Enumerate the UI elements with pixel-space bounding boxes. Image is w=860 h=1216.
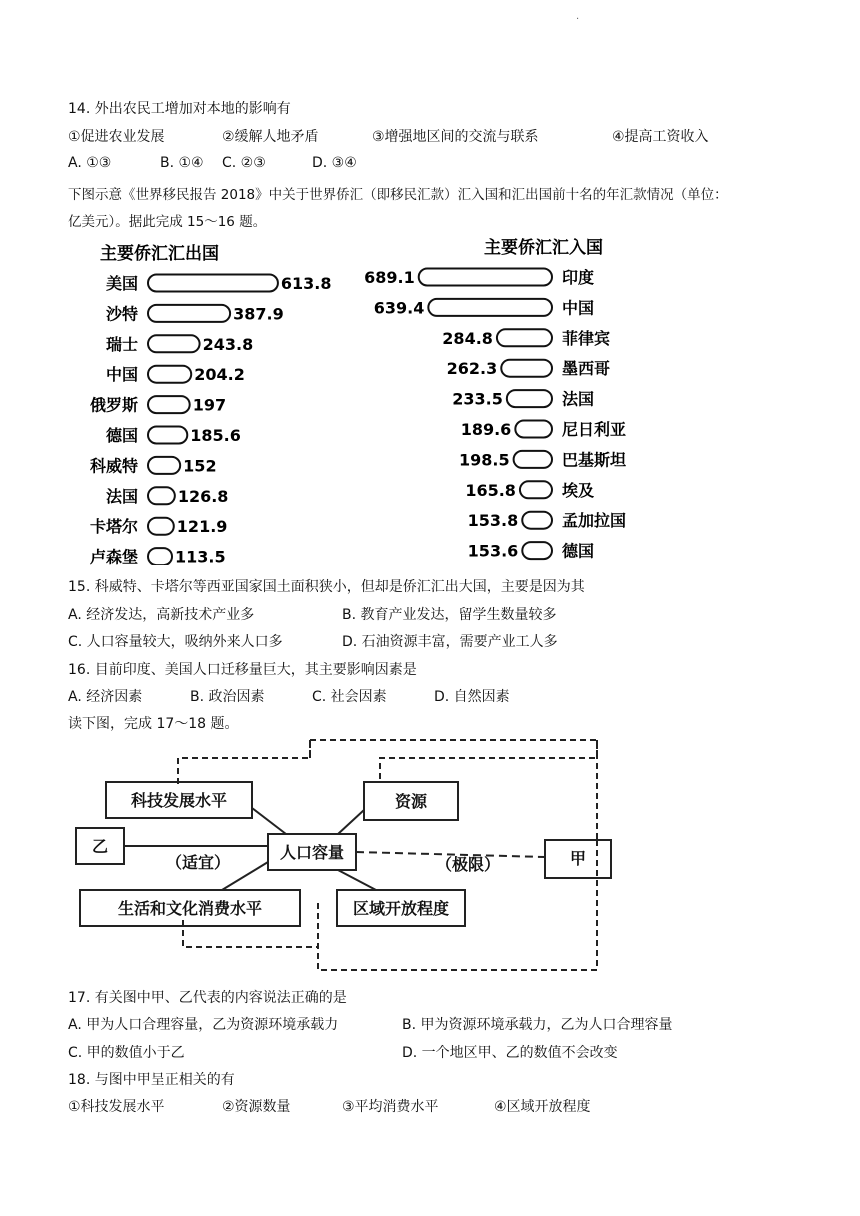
inflow-country-9: 德国 — [562, 541, 595, 561]
inflow-bar-2 — [497, 329, 552, 346]
jia-label: 甲 — [569, 849, 587, 868]
inflow-country-3: 墨西哥 — [562, 359, 611, 379]
inflow-bar-1 — [428, 299, 552, 316]
inflow-country-1: 中国 — [562, 298, 595, 318]
q14-item-4: ④提高工资收入 — [612, 129, 709, 145]
outflow-country-4: 俄罗斯 — [89, 395, 138, 415]
openness-label: 区域开放程度 — [352, 899, 450, 918]
outflow-value-0: 613.8 — [280, 274, 332, 293]
outflow-title: 主要侨汇汇出国 — [100, 244, 219, 264]
outflow-value-9: 113.5 — [175, 547, 226, 565]
q15-choice-a: A. 经济发达，高新技术产业多 — [68, 607, 255, 623]
q14-choice-c: C. ②③ — [222, 155, 266, 171]
q18-item-4: ④区域开放程度 — [494, 1099, 591, 1115]
outflow-bar-8 — [148, 518, 174, 535]
intro-15-line2: 亿美元）。据此完成 15～16 题。 — [68, 214, 267, 230]
q16-choice-b: B. 政治因素 — [190, 689, 265, 705]
capacity-diagram — [0, 730, 860, 980]
capacity-label: 人口容量 — [279, 843, 345, 862]
outflow-value-2: 243.8 — [202, 334, 254, 354]
dashed-loop-outer — [310, 740, 597, 840]
q15-stem: 15. 科威特、卡塔尔等西亚国家国土面积狭小，但却是侨汇汇出大国，主要是因为其 — [68, 579, 585, 595]
inflow-country-8: 孟加拉国 — [562, 511, 627, 531]
yi-label: 乙 — [91, 837, 109, 856]
outflow-country-5: 德国 — [105, 426, 138, 445]
outflow-country-0: 美国 — [105, 274, 138, 293]
q17-choice-a: A. 甲为人口合理容量，乙为资源环境承载力 — [68, 1017, 339, 1033]
resource-label: 资源 — [394, 792, 428, 811]
outflow-bar-9 — [148, 548, 172, 565]
outflow-value-5: 185.6 — [190, 426, 241, 445]
page-dot: · — [576, 14, 580, 25]
outflow-bar-2 — [148, 335, 200, 352]
inflow-bar-8 — [522, 512, 552, 529]
inflow-bar-7 — [520, 481, 552, 498]
inflow-value-6: 198.5 — [458, 450, 510, 470]
outflow-bar-3 — [148, 366, 191, 383]
outflow-value-7: 126.8 — [177, 486, 229, 506]
inflow-bar-0 — [419, 269, 552, 286]
inflow-bar-5 — [515, 421, 552, 438]
suitable-label: （适宜） — [165, 853, 231, 872]
q16-stem: 16. 目前印度、美国人口迁移量巨大，其主要影响因素是 — [68, 662, 417, 678]
link-openness — [338, 870, 376, 890]
tech-label: 科技发展水平 — [130, 791, 228, 810]
outflow-bar-1 — [148, 305, 230, 322]
outflow-country-7: 法国 — [105, 486, 138, 506]
outflow-value-1: 387.9 — [233, 304, 284, 324]
q17-choice-c: C. 甲的数值小于乙 — [68, 1045, 185, 1061]
outflow-country-3: 中国 — [105, 365, 138, 385]
limit-label: （极限） — [435, 855, 501, 874]
outflow-country-6: 科威特 — [89, 456, 138, 476]
outflow-country-2: 瑞士 — [105, 334, 138, 354]
inflow-title: 主要侨汇汇入国 — [484, 238, 603, 258]
dashed-bottom-left — [183, 920, 318, 947]
q16-choice-d: D. 自然因素 — [434, 689, 510, 705]
intro-15-line1: 下图示意《世界移民报告 2018》中关于世界侨汇（即移民汇款）汇入国和汇出国前十名的年汇款情况（单位： — [68, 187, 728, 203]
outflow-bar-4 — [148, 396, 190, 413]
inflow-value-4: 233.5 — [452, 389, 503, 409]
q14-item-3: ③增强地区间的交流与联系 — [372, 129, 539, 145]
q17-choice-b: B. 甲为资源环境承载力，乙为人口合理容量 — [402, 1017, 673, 1033]
inflow-bar-3 — [501, 360, 552, 377]
inflow-value-2: 284.8 — [442, 328, 493, 348]
inflow-value-9: 153.6 — [467, 541, 519, 561]
outflow-country-8: 卡塔尔 — [89, 517, 138, 537]
inflow-bar-6 — [514, 451, 552, 468]
remittance-chart — [0, 235, 860, 565]
inflow-value-8: 153.8 — [467, 511, 519, 531]
inflow-bar-4 — [507, 390, 552, 407]
inflow-country-5: 尼日利亚 — [562, 420, 627, 439]
outflow-value-4: 197 — [192, 395, 227, 415]
q14-choice-d: D. ③④ — [312, 155, 357, 171]
inflow-value-5: 189.6 — [460, 420, 512, 439]
dashed-loop-left — [178, 740, 310, 784]
link-tech — [252, 808, 286, 834]
q15-choice-d: D. 石油资源丰富，需要产业工人多 — [342, 634, 558, 650]
outflow-country-1: 沙特 — [105, 304, 138, 324]
q18-item-1: ①科技发展水平 — [68, 1099, 165, 1115]
inflow-country-0: 印度 — [562, 268, 595, 287]
outflow-bar-5 — [148, 427, 187, 444]
intro-17: 读下图，完成 17～18 题。 — [68, 716, 239, 732]
q17-choice-d: D. 一个地区甲、乙的数值不会改变 — [402, 1045, 618, 1061]
q18-stem: 18. 与图中甲呈正相关的有 — [68, 1072, 235, 1088]
link-resource — [338, 810, 364, 834]
q16-choice-c: C. 社会因素 — [312, 689, 387, 705]
inflow-value-1: 639.4 — [373, 298, 425, 318]
outflow-value-6: 152 — [183, 456, 217, 476]
inflow-value-7: 165.8 — [465, 480, 516, 500]
q14-stem: 14. 外出农民工增加对本地的影响有 — [68, 101, 291, 117]
outflow-value-3: 204.2 — [194, 365, 245, 385]
inflow-country-4: 法国 — [562, 389, 595, 409]
inflow-bar-9 — [522, 542, 552, 559]
inflow-country-6: 巴基斯坦 — [562, 450, 627, 470]
outflow-value-8: 121.9 — [176, 517, 228, 537]
q18-item-3: ③平均消费水平 — [342, 1099, 439, 1115]
q14-item-2: ②缓解人地矛盾 — [222, 129, 319, 145]
inflow-country-2: 菲律宾 — [562, 328, 611, 348]
outflow-country-9: 卢森堡 — [89, 547, 138, 565]
dashed-right-top — [380, 740, 597, 780]
inflow-country-7: 埃及 — [562, 480, 595, 500]
inflow-value-0: 689.1 — [364, 268, 415, 287]
q17-stem: 17. 有关图中甲、乙代表的内容说法正确的是 — [68, 990, 347, 1006]
q16-choice-a: A. 经济因素 — [68, 689, 143, 705]
q15-choice-c: C. 人口容量较大，吸纳外来人口多 — [68, 634, 283, 650]
living-label: 生活和文化消费水平 — [117, 899, 263, 918]
q14-choice-b: B. ①④ — [160, 155, 204, 171]
outflow-bar-0 — [148, 275, 278, 292]
q18-item-2: ②资源数量 — [222, 1099, 291, 1115]
q14-choice-a: A. ①③ — [68, 155, 112, 171]
outflow-bar-7 — [148, 487, 175, 504]
q14-item-1: ①促进农业发展 — [68, 129, 165, 145]
inflow-value-3: 262.3 — [446, 359, 498, 379]
outflow-bar-6 — [148, 457, 180, 474]
q15-choice-b: B. 教育产业发达，留学生数量较多 — [342, 607, 557, 623]
